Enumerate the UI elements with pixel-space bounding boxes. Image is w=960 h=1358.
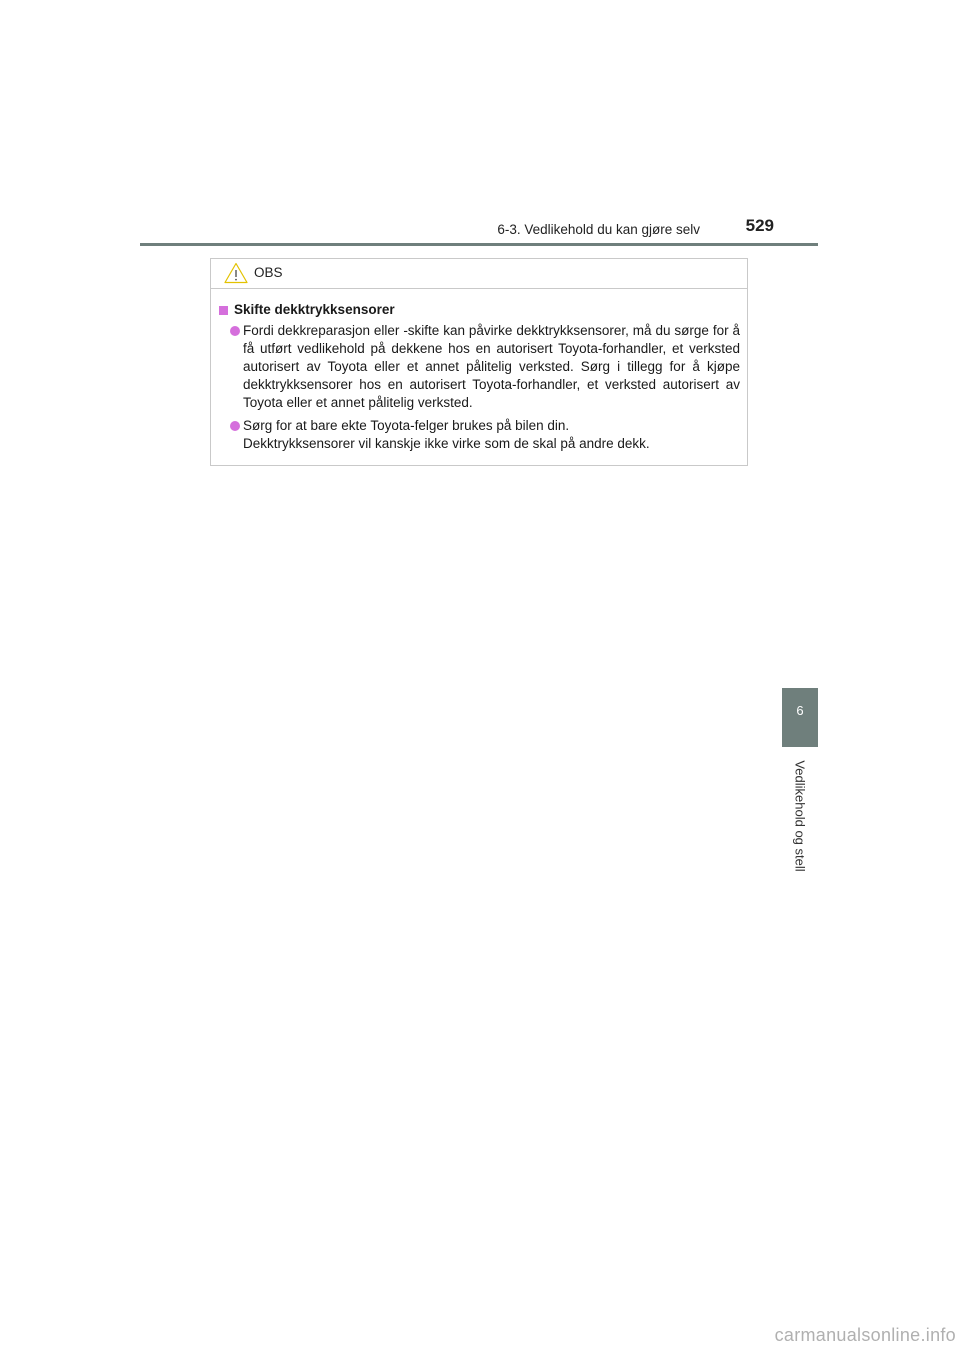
caution-box [210, 258, 748, 466]
footer-watermark: carmanualsonline.info [774, 1325, 956, 1345]
round-bullet-icon [230, 421, 240, 431]
caution-body [211, 289, 747, 453]
caution-item-text: Dekktrykksensorer vil kanskje ikke virke som de skal på andre dekk. [243, 436, 650, 451]
caution-heading-text: Skifte dekktrykksensorer [234, 302, 395, 317]
section-title: 6-3. Vedlikehold du kan gjøre selv [497, 222, 700, 237]
chapter-tab[interactable] [782, 688, 818, 747]
header-rule [140, 243, 818, 246]
caution-item [216, 322, 740, 412]
square-bullet-icon [219, 306, 228, 315]
round-bullet-icon [230, 326, 240, 336]
caution-item-text: Sørg for at bare ekte Toyota-felger brukes på bilen din. [243, 418, 570, 433]
caution-item-text: Fordi dekkreparasjon eller -skifte kan påvirke dekktrykksensorer, må du sørge for å få utført vedlikehold på dekkene hos en autorisert Toyota-forhandler, et verksted autorisert av Toyota eller et annet pålitelig verksted. Sørg i tillegg for å kjøpe dekktrykksensorer hos en autorisert Toyota-forhandler, et verksted autorisert av Toyota eller et annet pålitelig verksted. [243, 323, 740, 410]
warning-triangle-icon [224, 262, 248, 284]
chapter-number: 6 [796, 703, 804, 718]
caution-label: OBS [254, 265, 283, 280]
page-header [140, 210, 818, 246]
chapter-title: Vedlikehold og stell [792, 760, 808, 872]
page-number: 529 [745, 216, 774, 235]
caution-header [211, 259, 747, 289]
caution-item [216, 417, 740, 453]
caution-heading [216, 301, 740, 319]
